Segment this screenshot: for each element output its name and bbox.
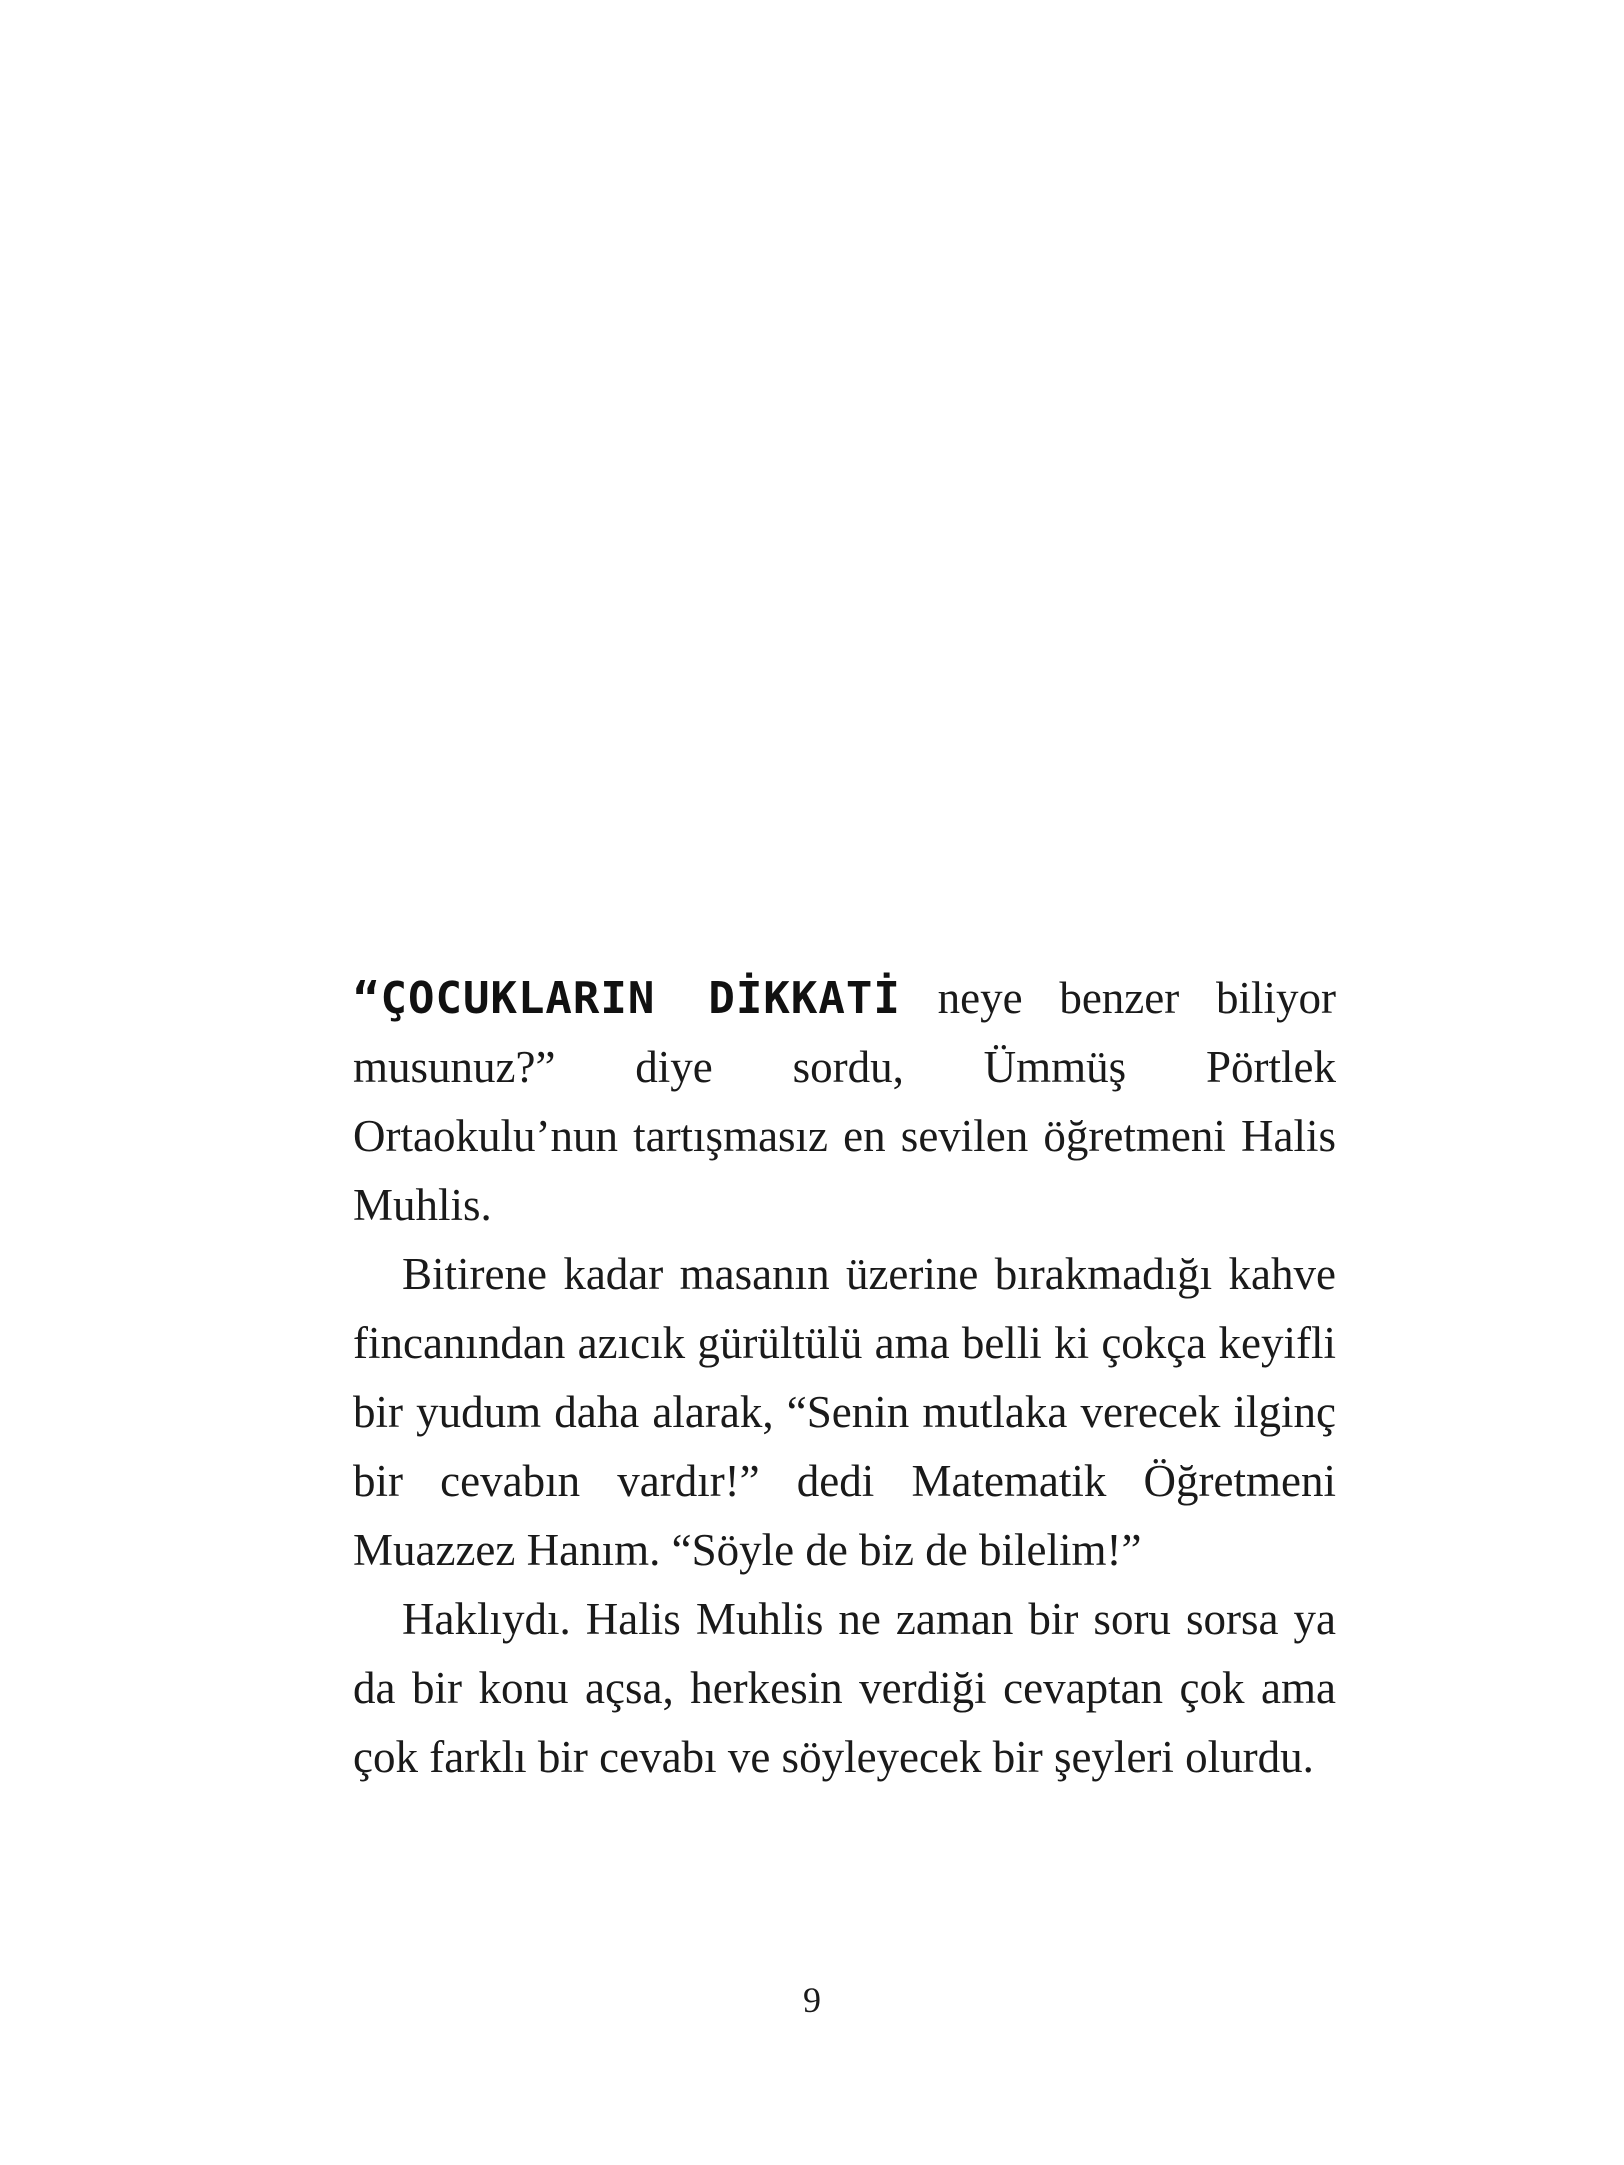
page-number: 9 (803, 1980, 821, 2020)
paragraph-3: Haklıydı. Halis Muhlis ne zaman bir soru sorsa ya da bir konu açsa, herkesin verdiği cevaptan çok ama çok farklı bir cevabı ve söyleyecek bir şeyleri olurdu. (353, 1594, 1336, 1782)
body-text (353, 964, 1336, 1792)
paragraph-1-text: neye benzer biliyor musunuz?” diye sordu, Ümmüş Pörtlek Ortaokulu’nun tartışmasız en sevilen öğretmeni Halis Muhlis. (353, 973, 1336, 1230)
lead-in-caps: “ÇOCUKLARIN DİKKATİ (353, 973, 901, 1024)
paragraph-1 (353, 964, 1336, 1240)
paragraph-2: Bitirene kadar masanın üzerine bırakmadığı kahve fincanından azıcık gürültülü ama belli ki çokça keyifli bir yudum daha alarak, “Senin mutlaka verecek ilginç bir cevabın vardır!” dedi Matematik Öğretmeni Muazzez Hanım. “Söyle de biz de bilelim!” (353, 1249, 1336, 1575)
